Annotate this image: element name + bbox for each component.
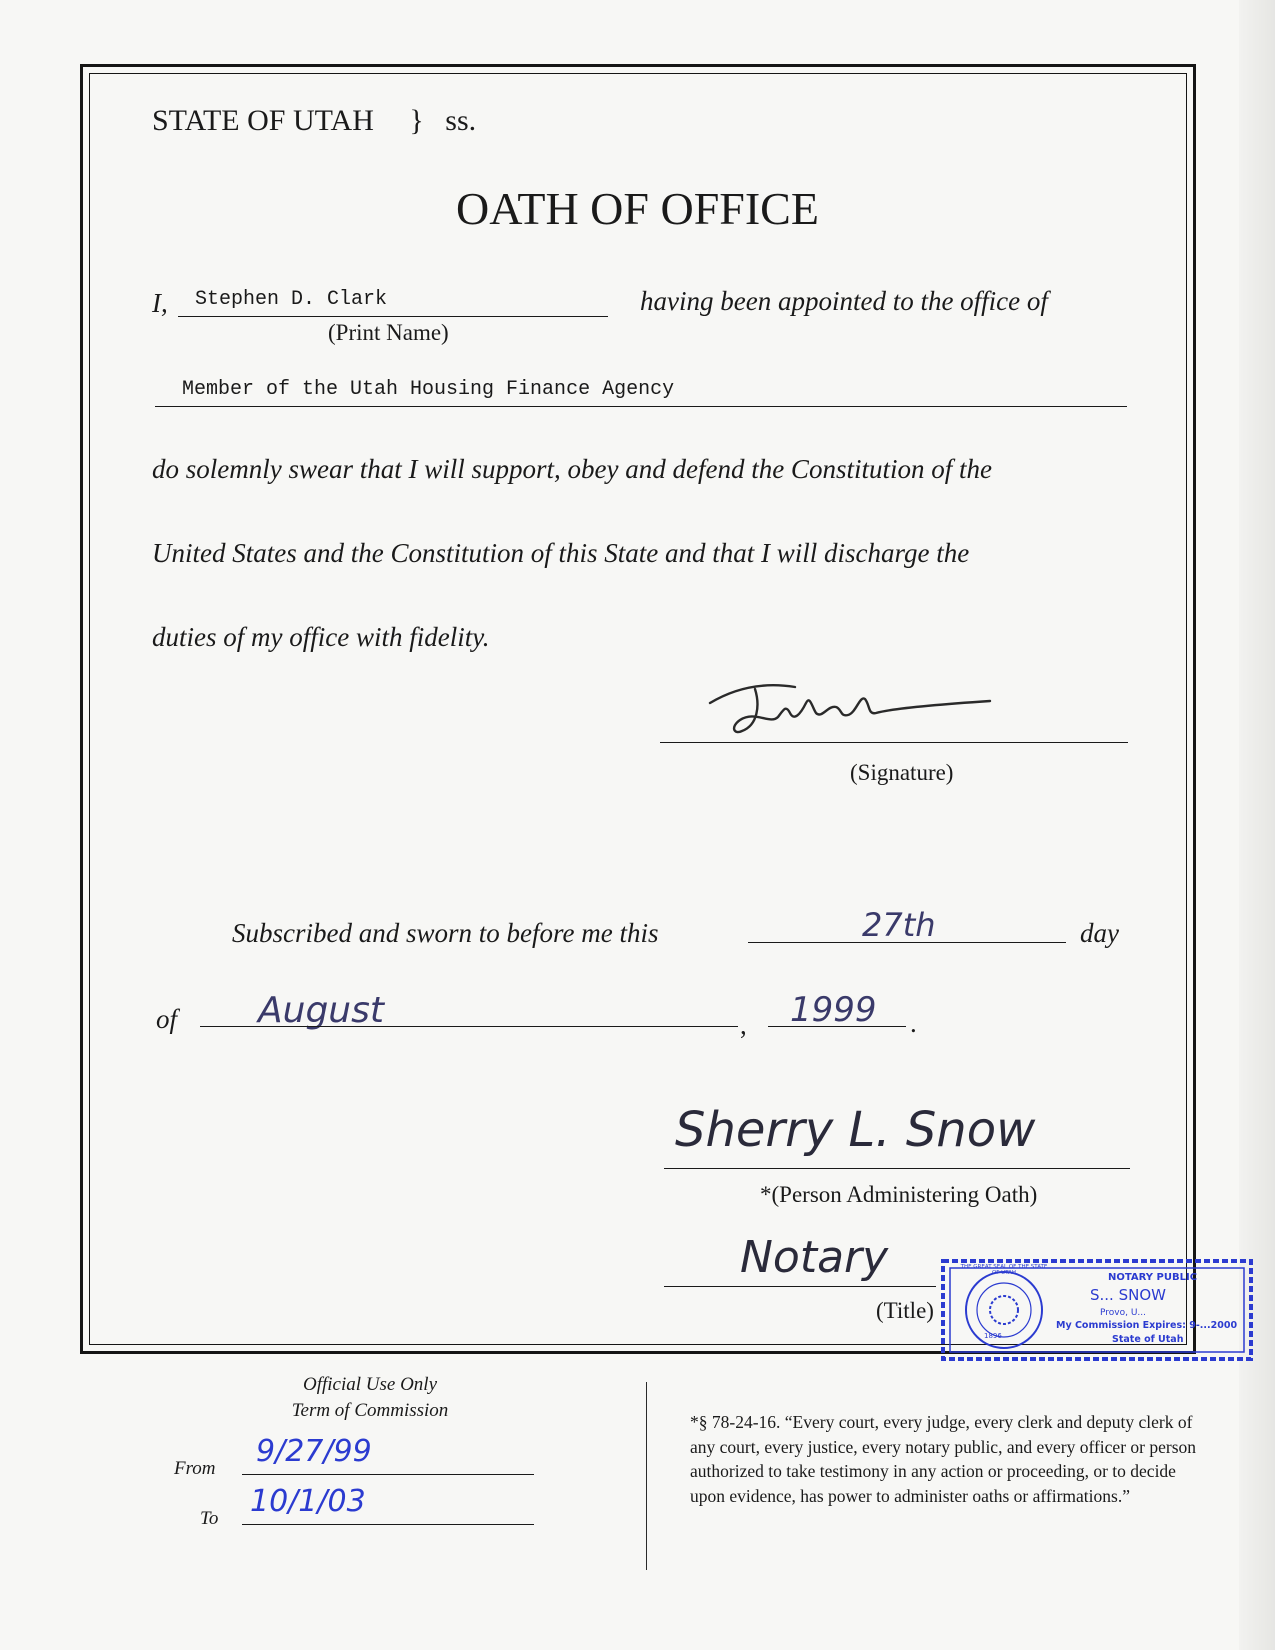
month-comma: , [740, 1010, 747, 1040]
notary-state: State of Utah [1112, 1334, 1184, 1345]
print-name-label: (Print Name) [328, 320, 449, 345]
day-label: day [1080, 918, 1119, 948]
oath-line-2: United States and the Constitution of this State and that I will discharge the [152, 538, 970, 568]
seal-text: THE GREAT SEAL OF THE STATE OF UTAH [960, 1264, 1048, 1276]
official-use-heading: Official Use Only [302, 1374, 438, 1395]
year-line [768, 1010, 906, 1027]
to-label: To [200, 1508, 219, 1529]
administrator-line [664, 1152, 1130, 1169]
title-label: (Title) [876, 1298, 934, 1323]
venue-ss: ss. [445, 104, 477, 137]
signature-label: (Signature) [850, 760, 954, 785]
document-title: OATH OF OFFICE [456, 183, 819, 234]
oath-line-3: duties of my office with fidelity. [152, 622, 490, 652]
from-value: 9/27/99 [256, 1434, 372, 1469]
office-line [155, 390, 1127, 407]
seal-year: 1896 [984, 1332, 1002, 1340]
notary-heading: NOTARY PUBLIC [1108, 1272, 1198, 1283]
oath-line-1: do solemnly swear that I will support, obey and defend the Constitution of the [152, 454, 992, 484]
from-line [242, 1458, 534, 1475]
printed-name: Stephen D. Clark [195, 288, 388, 311]
page-edge [1239, 0, 1275, 1650]
venue-header [152, 104, 476, 138]
month-value: August [258, 990, 384, 1031]
term-heading: Term of Commission [291, 1400, 449, 1421]
state-name: STATE OF UTAH [152, 104, 374, 137]
from-label: From [174, 1458, 216, 1479]
notary-name: S... SNOW [1090, 1286, 1166, 1304]
day-value: 27th [862, 906, 936, 944]
signature-line [660, 726, 1128, 743]
venue-brace: } [409, 104, 424, 137]
to-value: 10/1/03 [250, 1484, 366, 1519]
administrator-label: *(Person Administering Oath) [760, 1182, 1038, 1207]
of-label: of [156, 1004, 178, 1034]
month-line [200, 1010, 738, 1027]
office-name: Member of the Utah Housing Finance Agency [182, 378, 675, 401]
statute-text: *§ 78-24-16. “Every court, every judge, every clerk and deputy clerk of any court, every justice, every notary public, and every officer or person authorized to take testimony in any action or proceeding, or to decide upon evidence, has power to administer oaths or affirmations.” [690, 1412, 1197, 1506]
appointed-text: having been appointed to the office of [640, 286, 1048, 316]
notary-commission: My Commission Expires: 9-...2000 [1056, 1320, 1238, 1331]
day-line [748, 926, 1066, 943]
title-line [664, 1270, 936, 1287]
i-label: I, [152, 288, 168, 318]
notary-city: Provo, U... [1100, 1308, 1147, 1318]
title-value: Notary [740, 1232, 889, 1283]
footer-divider [646, 1382, 647, 1570]
administrator-signature: Sherry L. Snow [675, 1102, 1036, 1158]
year-period: . [910, 1008, 917, 1038]
year-value: 1999 [790, 990, 877, 1030]
name-line [178, 300, 608, 317]
to-line [242, 1508, 534, 1525]
notary-stamp [940, 1258, 1254, 1362]
sworn-text: Subscribed and sworn to before me this [232, 918, 659, 948]
